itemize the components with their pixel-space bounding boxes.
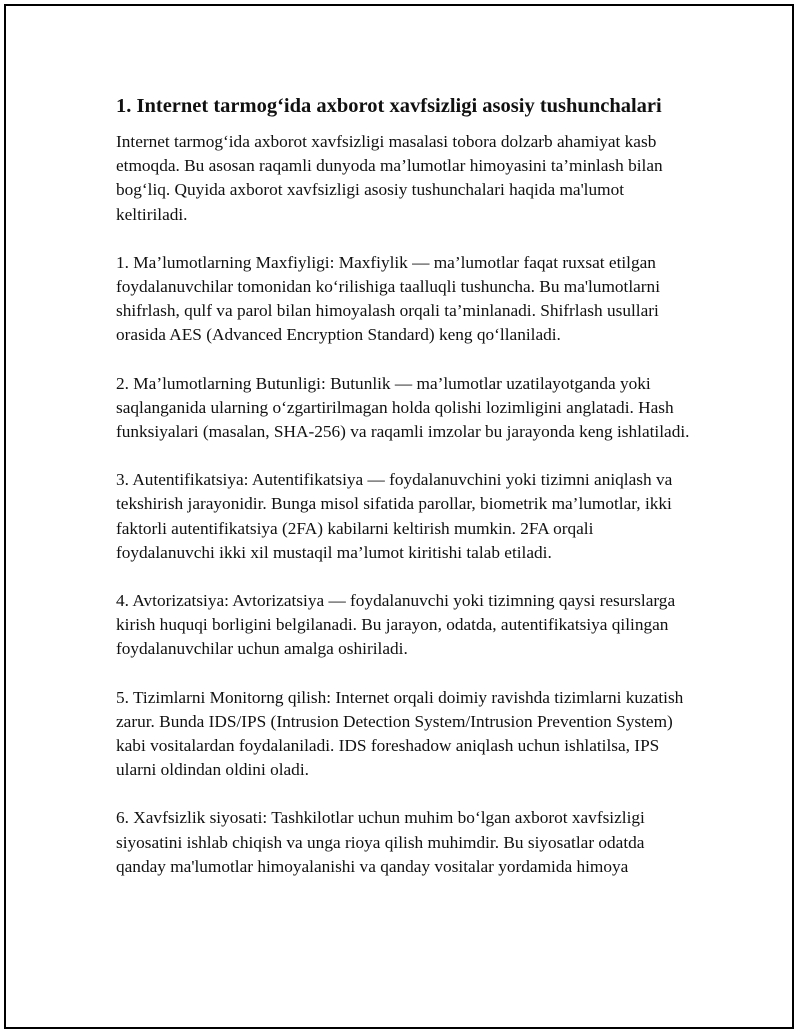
security-policy-paragraph: 6. Xavfsizlik siyosati: Tashkilotlar uchun muhim bo‘lgan axborot xavfsizligi siyosatini ishlab chiqish va unga rioya qilish muhimdir. Bu siyosatlar odatda qanday ma'lumotlar himoyalanishi va qanday vositalar yordamida himoya bbox=[116, 808, 645, 876]
authorization-paragraph: 4. Avtorizatsiya: Avtorizatsiya — foydalanuvchi yoki tizimning qaysi resurslarga kirish huquqi borligini belgilanadi. Bu jarayon, odatda, autentifikatsiya qilingan foydalanuvchilar uchun amalga oshiriladi. bbox=[116, 591, 676, 659]
confidentiality-paragraph: 1. Ma’lumotlarning Maxfiyligi: Maxfiylik — ma’lumotlar faqat ruxsat etilgan foydalanuvchilar tomonidan ko‘rilishiga taalluqli tushuncha. Bu ma'lumotlarni shifrlash, qulf va parol bilan himoyalash orqali ta’minlanadi. Shifrlash usullari orasida AES (Advanced Encryption Standard) keng qo‘llaniladi. bbox=[116, 252, 660, 345]
intro-paragraph: Internet tarmog‘ida axborot xavfsizligi masalasi tobora dolzarb ahamiyat kasb etmoqda. Bu asosan raqamli dunyoda ma’lumotlar himoyasini ta’minlash bilan bog‘liq. Quyida axborot xavfsizligi asosiy tushunchalari haqida ma'lumot keltiriladi. bbox=[116, 132, 663, 224]
integrity-paragraph: 2. Ma’lumotlarning Butunligi: Butunlik — ma’lumotlar uzatilayotganda yoki saqlanganida ularning o‘zgartirilmagan holda qolishi lozimligini anglatadi. Hash funksiyalari (masalan, SHA-256) va raqamli imzolar bu jarayonda keng ishlatiladi. bbox=[116, 373, 690, 442]
monitoring-paragraph: 5. Tizimlarni Monitorng qilish: Internet orqali doimiy ravishda tizimlarni kuzatish zarur. Bunda IDS/IPS (Intrusion Detection System/Intrusion Prevention System) kabi vositalardan foydalaniladi. IDS foreshadow aniqlash uchun ishlatilsa, IPS ularni oldindan oldini oladi. bbox=[116, 687, 684, 780]
document-body bbox=[116, 92, 696, 903]
section-heading: 1. Internet tarmog‘ida axborot xavfsizligi asosiy tushunchalari bbox=[116, 95, 662, 117]
authentication-paragraph: 3. Autentifikatsiya: Autentifikatsiya — foydalanuvchini yoki tizimni aniqlash va tekshirish jarayonidir. Bunga misol sifatida parollar, biometrik ma’lumotlar, ikki faktorli autentifikatsiya (2FA) kabilarni keltirish mumkin. 2FA orqali foydalanuvchi ikki xil mustaqil ma’lumot kiritishi talab etiladi. bbox=[116, 470, 673, 562]
